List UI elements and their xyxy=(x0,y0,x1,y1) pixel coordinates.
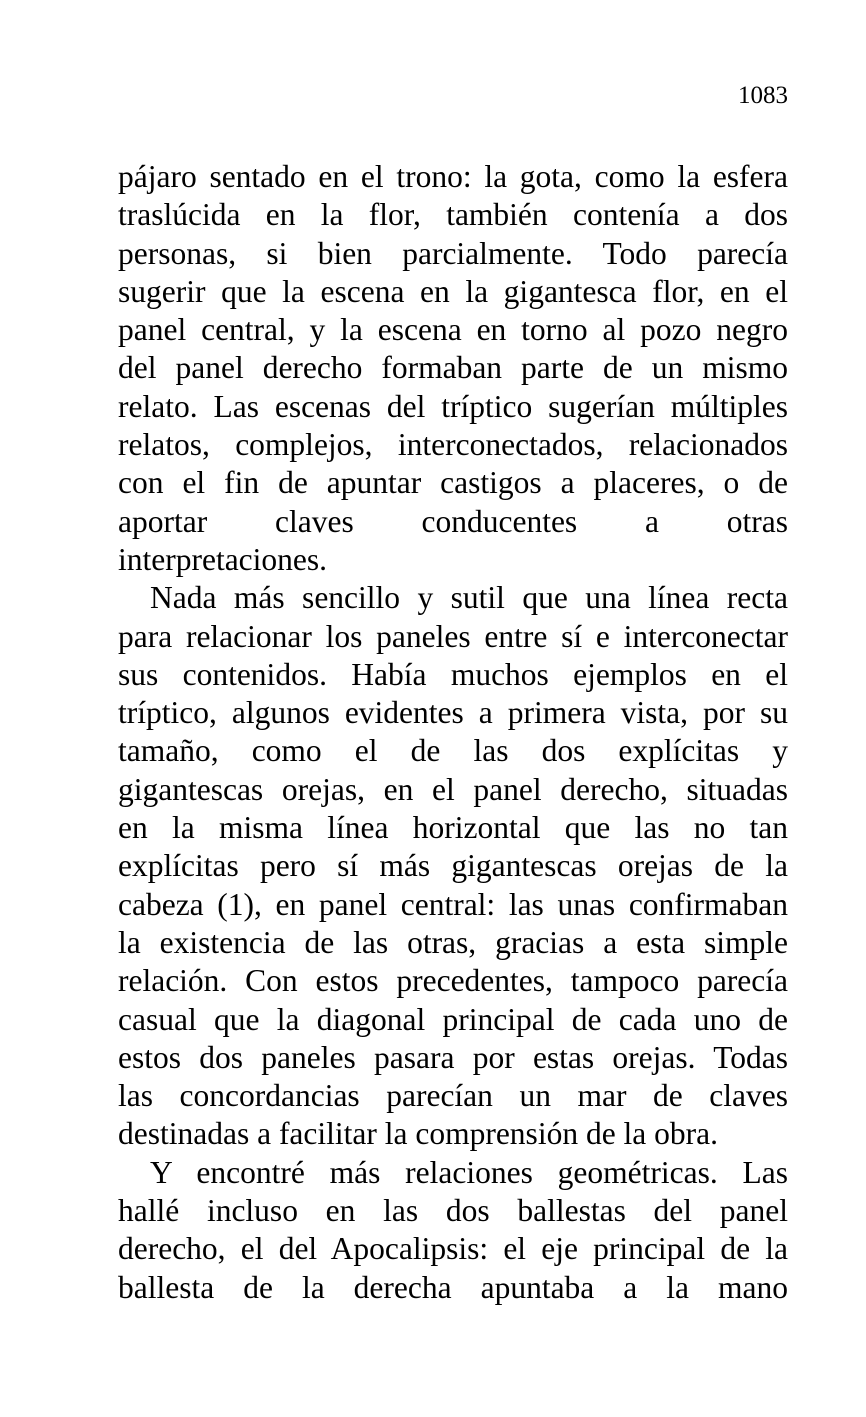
text-line: aportar claves conducentes a otras xyxy=(118,503,788,539)
paragraph xyxy=(118,579,788,1153)
text-line: estos dos paneles pasara por estas orejas. Todas xyxy=(118,1039,788,1075)
text-line: sugerir que la escena en la gigantesca flor, en el xyxy=(118,273,788,309)
text-line: relato. Las escenas del tríptico sugerían múltiples xyxy=(118,388,788,424)
text-line: ballesta de la derecha apuntaba a la mano xyxy=(118,1269,788,1305)
text-line: para relacionar los paneles entre sí e interconectar xyxy=(118,618,788,654)
paragraph xyxy=(118,1154,788,1307)
text-line: panel central, y la escena en torno al pozo negro xyxy=(118,312,788,348)
text-line: las concordancias parecían un mar de claves xyxy=(118,1078,788,1114)
text-line: interpretaciones. xyxy=(118,541,328,577)
text-line: tríptico, algunos evidentes a primera vista, por su xyxy=(118,695,788,731)
text-line: explícitas pero sí más gigantescas orejas de la xyxy=(118,848,788,884)
text-line: pájaro sentado en el trono: la gota, como la esfera xyxy=(118,159,788,194)
text-line: destinadas a facilitar la comprensión de la obra. xyxy=(118,1116,719,1152)
text-line: derecho, el del Apocalipsis: el eje principal de la xyxy=(118,1231,788,1267)
text-line: gigantescas orejas, en el panel derecho, situadas xyxy=(118,771,788,807)
text-line: cabeza (1), en panel central: las unas confirmaban xyxy=(118,886,788,922)
text-line: relación. Con estos precedentes, tampoco parecía xyxy=(118,963,788,999)
page-number: 1083 xyxy=(738,82,788,109)
text-line: del panel derecho formaban parte de un mismo xyxy=(118,350,788,386)
text-line: sus contenidos. Había muchos ejemplos en el xyxy=(118,656,788,692)
text-line: relatos, complejos, interconectados, relacionados xyxy=(118,427,788,463)
text-line: Y encontré más relaciones geométricas. Las xyxy=(150,1154,788,1190)
text-line: con el fin de apuntar castigos a placeres, o de xyxy=(118,465,788,501)
text-line: traslúcida en la flor, también contenía a dos xyxy=(118,197,788,233)
text-line: tamaño, como el de las dos explícitas y xyxy=(118,733,788,769)
body-text xyxy=(118,158,788,1307)
text-line: casual que la diagonal principal de cada uno de xyxy=(118,1001,788,1037)
text-line: hallé incluso en las dos ballestas del panel xyxy=(118,1193,788,1229)
text-line: Nada más sencillo y sutil que una línea recta xyxy=(150,580,788,616)
paragraph xyxy=(118,158,788,579)
text-line: la existencia de las otras, gracias a esta simple xyxy=(118,924,788,960)
text-line: personas, si bien parcialmente. Todo parecía xyxy=(118,235,788,271)
text-line: en la misma línea horizontal que las no tan xyxy=(118,810,788,846)
